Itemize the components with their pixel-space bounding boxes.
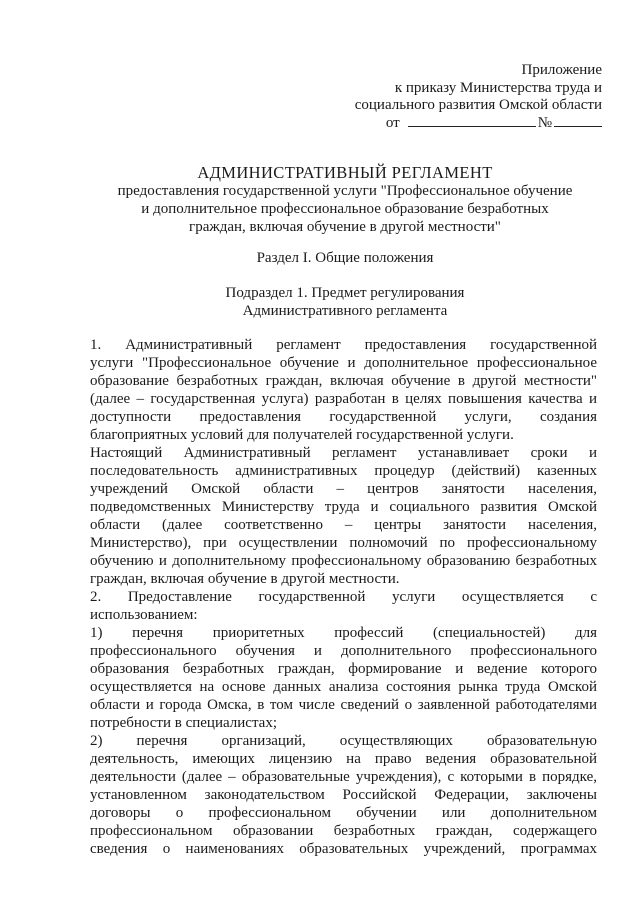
body-line: деятельность, имеющих лицензию на право ведения образовательной (90, 751, 597, 767)
body-line: Министерство), при осуществлении полномочий по профессиональному (90, 535, 597, 551)
subsection-heading: Подраздел 1. Предмет регулирования (225, 285, 465, 301)
body-line: доступности предоставления государственной услуги, создания (90, 409, 597, 425)
body-line: услуги "Профессиональное обучение и дополнительное профессиональное (90, 355, 597, 371)
body-line: осуществляется на основе данных анализа состояния рынка труда Омской (90, 679, 597, 695)
body-line: использованием: (90, 607, 198, 623)
subtitle-line: граждан, включая обучение в другой местности" (189, 219, 501, 235)
body-line: граждан, включая обучение в другой местности. (90, 571, 400, 587)
date-prefix: от (385, 115, 400, 131)
order-date-number-line (386, 114, 602, 132)
body-line: (далее – государственная услуга) разработан в целях повышения качества и (90, 391, 597, 407)
body-line: подведомственных Министерству труда и социального развития Омской (90, 499, 597, 515)
body-line: сведения о наименованиях образовательных учреждений, программах (90, 841, 597, 857)
body-line: 1) перечня приоритетных профессий (специальностей) для (90, 625, 597, 641)
body-line: образование безработных граждан, включая обучение в другой местности" (90, 373, 597, 389)
appendix-order-line: к приказу Министерства труда и (394, 80, 602, 96)
body-line: образования безработных граждан, формирование и ведение которого (90, 661, 597, 677)
body-line: профессионального обучения и дополнительного профессионального (90, 643, 597, 659)
body-line: профессиональном образовании безработных граждан, содержащего (90, 823, 597, 839)
body-line: 1. Административный регламент предоставления государственной (90, 337, 597, 353)
subtitle-line: предоставления государственной услуги "Профессиональное обучение (117, 183, 573, 199)
body-line: области (далее соответственно – центры занятости населения, (90, 517, 597, 533)
body-line: 2. Предоставление государственной услуги осуществляется с (90, 589, 597, 605)
body-line: благоприятных условий для получателей государственной услуги. (90, 427, 514, 443)
section-heading: Раздел I. Общие положения (256, 250, 434, 266)
body-line: потребности в специалистах; (90, 715, 278, 731)
body-line: 2) перечня организаций, осуществляющих образовательную (90, 733, 597, 749)
number-blank (554, 114, 602, 127)
body-line: области и города Омска, в том числе сведений о заявленной работодателями (90, 697, 597, 713)
subtitle-line: и дополнительное профессиональное образование безработных (141, 201, 549, 217)
subsection-heading: Административного регламента (242, 303, 448, 319)
body-line: обучению и дополнительному профессиональному образованию безработных (90, 553, 597, 569)
body-line: установленном законодательством Российской Федерации, заключены (90, 787, 597, 803)
document-title: АДМИНИСТРАТИВНЫЙ РЕГЛАМЕНТ (197, 163, 493, 182)
date-blank (408, 114, 536, 127)
number-sign: № (537, 115, 552, 131)
body-line: Настоящий Административный регламент устанавливает сроки и (90, 445, 597, 461)
body-line: учреждений Омской области – центров занятости населения, (90, 481, 597, 497)
appendix-ministry-line: социального развития Омской области (354, 97, 602, 113)
body-line: договоры о профессиональном обучении или дополнительном (90, 805, 597, 821)
appendix-label: Приложение (521, 62, 602, 78)
body-line: деятельности (далее – образовательные учреждения), с которыми в порядке, (90, 769, 597, 785)
body-line: последовательность административных процедур (действий) казенных (90, 463, 597, 479)
